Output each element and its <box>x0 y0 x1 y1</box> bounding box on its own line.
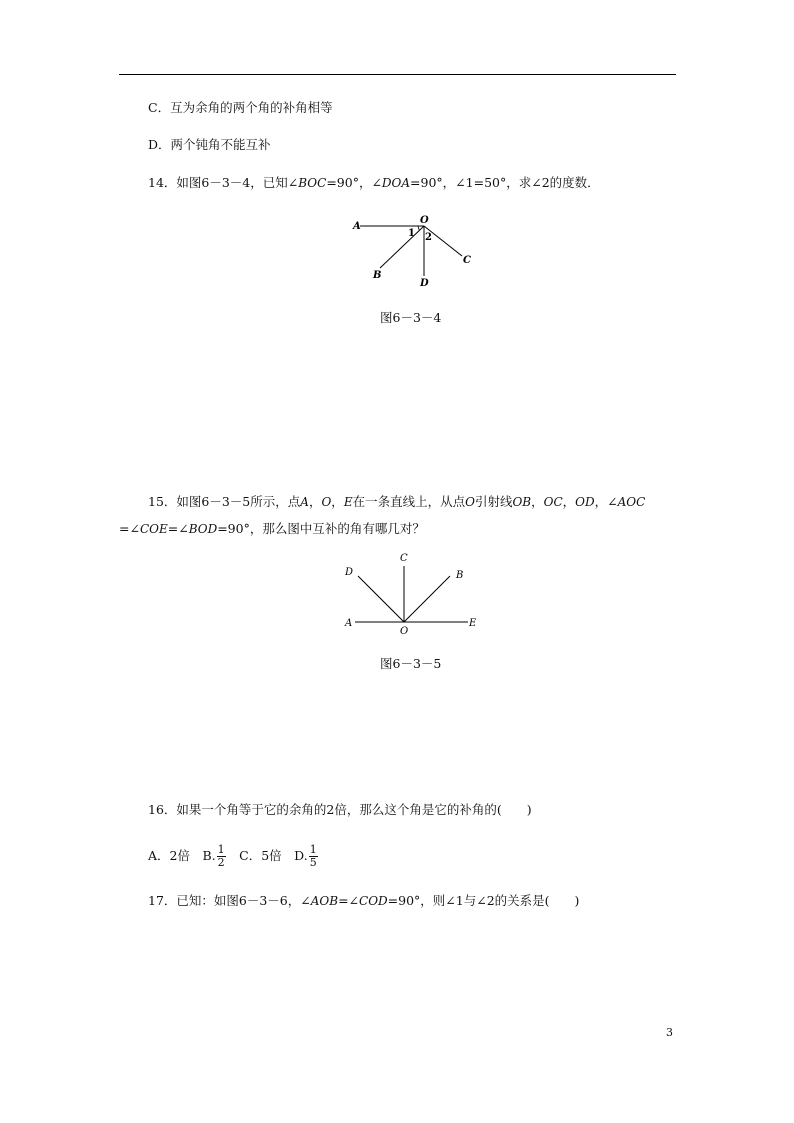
fraction-one-fifth <box>309 844 318 869</box>
q15-text-7: =90°，那么图中互补的角有哪几对？ <box>217 521 425 536</box>
q14-angle-boc: BOC <box>298 176 327 190</box>
frac-d-denominator: 5 <box>309 856 317 869</box>
fig1-label-2: 2 <box>425 232 432 243</box>
q15-ray-od: OD <box>575 495 595 509</box>
q17-text-3: =90°，则∠1与∠2的关系是( ) <box>387 893 580 908</box>
fig2-label-o: O <box>400 626 409 637</box>
q15-sep-1: ， <box>308 494 322 509</box>
q16-options-ab: A．2倍 B. <box>148 848 216 863</box>
q15-text-4: ，∠ <box>594 494 618 509</box>
frac-d-numerator: 1 <box>309 843 317 856</box>
ray-od <box>358 576 404 622</box>
q14-text-3: =90°，∠1=50°，求∠2的度数． <box>410 175 600 190</box>
question-14 <box>148 175 600 191</box>
q15-text-6: =∠ <box>167 521 189 536</box>
q17-angle-cod: COD <box>359 894 388 908</box>
q15-text-5: =∠ <box>119 521 140 536</box>
fig1-label-1: 1 <box>408 228 415 239</box>
ray-ob <box>404 576 450 622</box>
fig2-label-d: D <box>345 567 354 578</box>
fig1-label-b: B <box>373 270 382 281</box>
question-16: 16．如果一个角等于它的余角的2倍，那么这个角是它的补角的( ) <box>148 802 532 817</box>
fig1-label-d: D <box>420 278 429 289</box>
q15-text-2: 在一条直线上，从点 <box>352 494 466 509</box>
fig2-label-a: A <box>345 618 353 629</box>
option-d: D．两个钝角不能互补 <box>148 137 271 152</box>
q15-text-1: 15．如图6－3－5所示，点 <box>148 494 301 509</box>
frac-b-numerator: 1 <box>217 843 225 856</box>
q15-ray-oc: OC <box>543 495 563 509</box>
question-16-options <box>148 842 319 870</box>
q15-point-e: E <box>343 495 353 509</box>
q15-sep-4: ， <box>562 494 576 509</box>
question-15-line-2 <box>119 521 425 537</box>
q14-text-1: 14．如图6－3－4，已知∠ <box>148 175 299 190</box>
q16-options-cd: C．5倍 D. <box>226 848 308 863</box>
question-17 <box>148 893 579 909</box>
option-c: C．互为余角的两个角的补角相等 <box>148 100 333 115</box>
header-rule <box>119 74 676 75</box>
question-15-line-1 <box>148 494 645 510</box>
fig1-label-o: O <box>420 215 429 226</box>
q15-ray-ob: OB <box>512 495 532 509</box>
q15-angle-aoc: AOC <box>617 495 646 509</box>
fig2-label-c: C <box>400 553 408 564</box>
fig2-label-e: E <box>469 618 477 629</box>
frac-b-denominator: 2 <box>217 856 225 869</box>
q17-text-1: 17．已知：如图6－3－6，∠ <box>148 893 311 908</box>
q15-angle-coe: COE <box>139 522 168 536</box>
ray-ob <box>380 226 424 268</box>
fraction-one-half <box>217 844 226 869</box>
fig1-label-a: A <box>353 221 361 232</box>
figure-6-3-4-caption: 图6－3－4 <box>380 310 442 325</box>
page-number: 3 <box>666 1026 673 1039</box>
q15-text-3: 引射线 <box>474 494 513 509</box>
figure-6-3-4 <box>340 208 480 293</box>
fig1-label-c: C <box>463 255 471 266</box>
q14-angle-doa: DOA <box>381 176 411 190</box>
q14-text-2: =90°，∠ <box>326 175 382 190</box>
q15-point-a: A <box>300 495 309 509</box>
fig2-label-b: B <box>456 570 464 581</box>
q15-point-o-2: O <box>465 495 475 509</box>
q15-sep-2: ， <box>331 494 344 509</box>
q17-text-2: =∠ <box>338 893 360 908</box>
figure-6-3-5-caption: 图6－3－5 <box>380 656 442 671</box>
q17-angle-aob: AOB <box>310 894 339 908</box>
figure-6-3-5 <box>340 548 485 638</box>
q15-point-o: O <box>321 495 332 509</box>
q15-angle-bod: BOD <box>188 522 218 536</box>
q15-sep-3: ， <box>531 494 544 509</box>
